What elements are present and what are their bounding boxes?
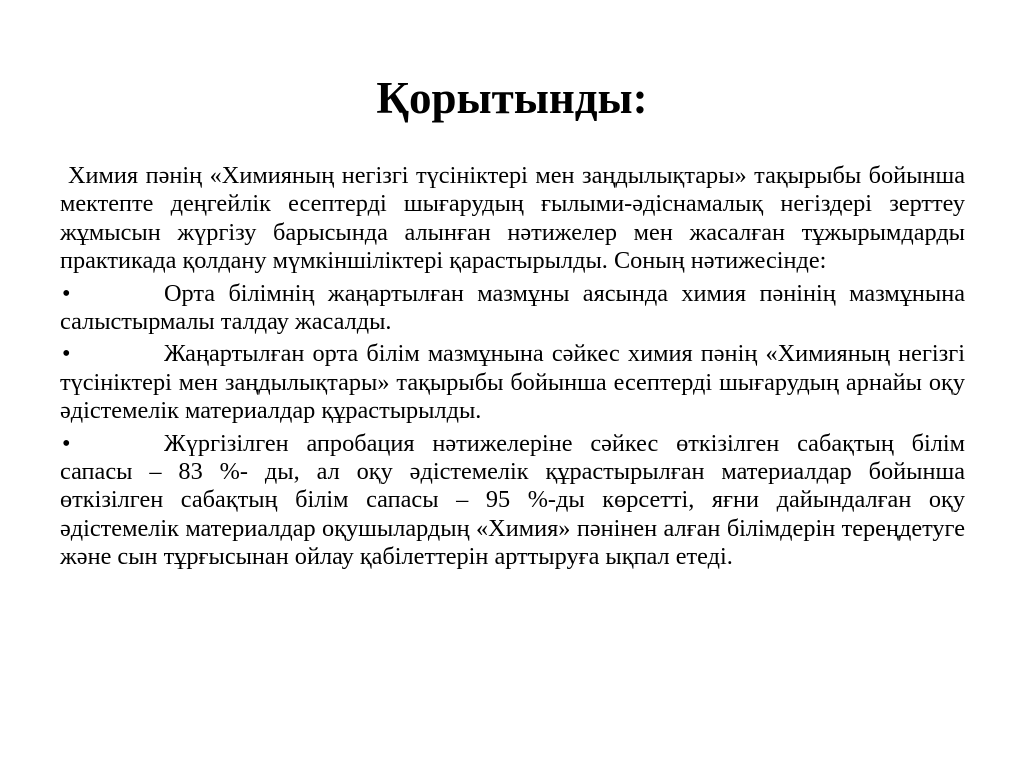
bullet-text: Орта білімнің жаңартылған мазмұны аясында химия пәнінің мазмұнына салыстырмалы талдау жасалды.: [60, 279, 965, 336]
intro-paragraph: Химия пәнің «Химияның негізгі түсініктері мен заңдылықтары» тақырыбы бойынша мектепте деңгейлік есептерді шығарудың ғылыми-әдіснамалық негіздері зерттеу жұмысын жүргізу барысында алынған нәтижелер мен жасалған тұжырымдарды практикада қолдану мүмкіншіліктері қарастырылды. Соның нәтижесінде:: [60, 162, 965, 275]
bullet-icon: •: [62, 279, 71, 307]
bullet-item-1: [60, 280, 965, 337]
bullet-icon: •: [62, 340, 71, 368]
bullet-text: Жаңартылған орта білім мазмұнына сәйкес химия пәнің «Химияның негізгі түсініктері мен заңдылықтары» тақырыбы бойынша есептерді шығарудың арнайы оқу әдістемелік материалдар құрастырылды.: [60, 340, 965, 425]
bullet-icon: •: [62, 429, 71, 457]
slide-body: [60, 162, 965, 572]
bullet-text: Жүргізілген апробация нәтижелеріне сәйкес өткізілген сабақтың білім сапасы – 83 %- ды, ал оқу әдістемелік құрастырылған материалдар бойынша өткізілген сабақтың білім сапасы – 95 %-ды көрсетті, яғни дайындалған оқу әдістемелік материалдар оқушылардың «Химия» пәнінен алған білімдерін тереңдетуге және сын тұрғысынан ойлау қабілеттерін арттыруға ықпал етеді.: [60, 429, 965, 571]
slide-title: Қорытынды:: [376, 73, 648, 123]
bullet-item-3: [60, 430, 965, 572]
bullet-item-2: [60, 340, 965, 425]
